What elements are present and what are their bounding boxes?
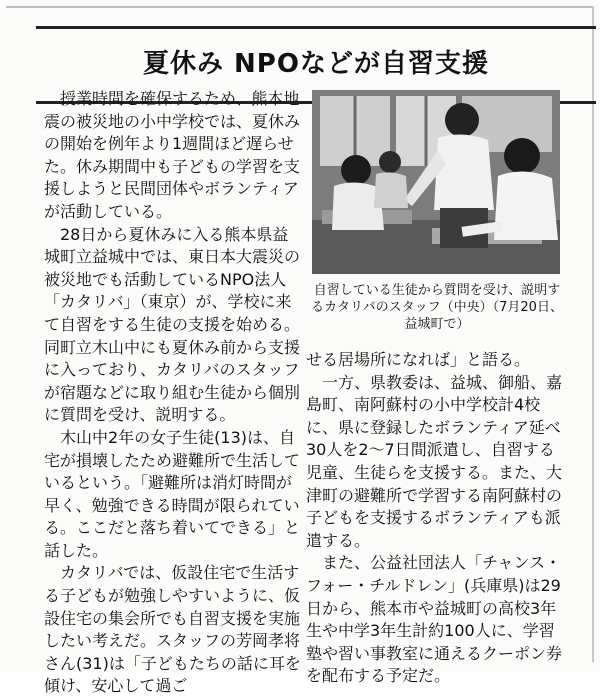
article-column-left [44, 88, 302, 698]
headline: 夏休み NPOなどが自習支援 [143, 49, 489, 79]
news-photo [312, 90, 560, 274]
article-column-right [306, 349, 564, 688]
top-rule [6, 6, 594, 8]
paragraph: 28日から夏休みに入る熊本県益城町立益城中では、東日本大震災の被災地でも活動しているNPO法人「カタリバ」（東京）が、学校に来て自習をする生徒の支援を始める。同町立木山中にも夏休み前から支援に入っており、カタリバのスタッフが宿題などに取り組む生徒から個別に質問を受け、説明する。 [44, 224, 301, 425]
classroom-photo [312, 90, 560, 274]
paragraph: せる居場所になれば」と語る。 [306, 350, 531, 369]
paragraph: カタリバでは、仮設住宅で生活する子どもが勉強しやすいように、仮設住宅の集会所でも自習支援を実施したい考えだ。スタッフの芳岡孝将さん(31)は「子どもたちの話に耳を傾け、安心して過ご [44, 563, 301, 696]
paragraph: また、公益社団法人「チャンス・フォー・チルドレン」(兵庫県)は29日から、熊本市や益城町の高校3年生や中学3年生計約100人に、学習塾や習い事教室に通えるクーポン券を配布する予定だ。 [306, 553, 563, 686]
right-rule [592, 6, 594, 662]
paragraph: 授業時間を確保するため、熊本地震の被災地の小中学校では、夏休みの開始を例年より1週間ほど遅らせた。休み期間中も子どもの学習を支援しようと民間団体やボランティアが活動している。 [44, 89, 301, 221]
paragraph: 木山中2年の女子生徒(13)は、自宅が損壊したため避難所で生活しているという。「避難所は消灯時間が早く、勉強できる時間が限られている。ここだと落ち着いてできる」と話した。 [44, 427, 301, 560]
paragraph: 一方、県教委は、益城、御船、嘉島町、南阿蘇村の小中学校計4校に、県に登録したボランティア延べ30人を2～7日間派遣し、自習する児童、生徒らを支援する。また、大津町の避難所で学習する南阿蘇村の子どもを支援するボランティアも派遣する。 [306, 372, 563, 550]
photo-caption: 自習している生徒から質問を受け、説明するカタリバのスタッフ（中央）（7月20日、益城町で） [311, 283, 563, 332]
